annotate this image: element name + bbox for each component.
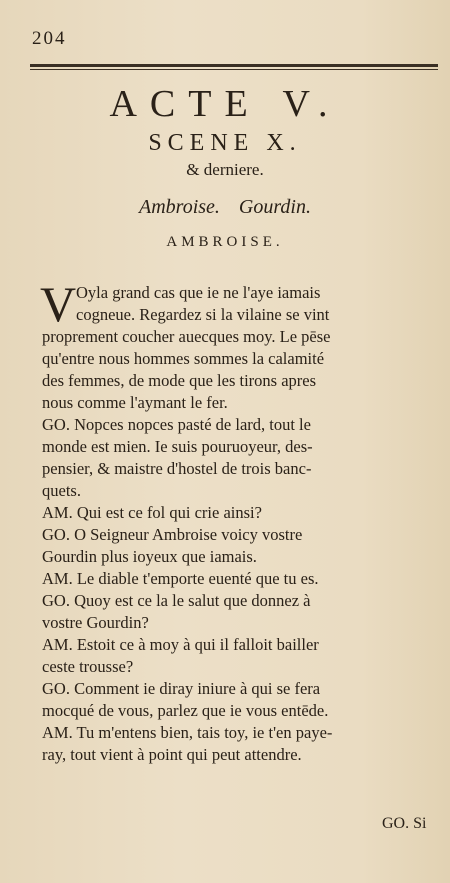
drop-cap: V: [40, 276, 77, 332]
text-line: AM. Tu m'entens bien, tais toy, ie t'en paye-: [42, 723, 333, 742]
dialogue-text: [40, 276, 435, 766]
text-line: AM. Estoit ce à moy à qui il falloit bailler: [42, 635, 319, 654]
text-line: GO. Nopces nopces pasté de lard, tout le: [42, 415, 311, 434]
header-rule-thin: [30, 69, 438, 70]
text-line: GO. Comment ie diray iniure à qui se fera: [42, 679, 321, 698]
text-line: pensier, & maistre d'hostel de trois banc-: [42, 459, 312, 478]
text-line: AM. Le diable t'emporte euenté que tu es.: [42, 569, 319, 588]
text-line: GO. Quoy est ce la le salut que donnez à: [42, 591, 311, 610]
text-line: quets.: [42, 481, 81, 500]
text-line: ceste trousse?: [42, 657, 134, 676]
text-line: proprement coucher auecques moy. Le pēse: [42, 327, 331, 346]
act-heading: ACTE V.: [109, 83, 341, 125]
scene-subtitle: & derniere.: [186, 160, 264, 179]
text-line: mocqué de vous, parlez que ie vous entēde.: [42, 701, 329, 720]
text-line: GO. O Seigneur Ambroise voicy vostre: [42, 525, 303, 544]
text-line: Gourdin plus ioyeux que iamais.: [42, 547, 257, 566]
text-line: des femmes, de mode que les tirons apres: [42, 371, 317, 390]
text-line: cogneue. Regardez si la vilaine se vint: [76, 305, 330, 324]
text-line: qu'entre nous hommes sommes la calamité: [42, 349, 325, 368]
text-line: nous comme l'aymant le fer.: [42, 393, 228, 412]
page-number: 204: [32, 28, 67, 49]
scene-heading: SCENE X.: [148, 130, 302, 156]
text-line: vostre Gourdin?: [42, 613, 149, 632]
catchword: GO. Si: [382, 815, 427, 832]
header-rule-thick: [30, 64, 438, 67]
character-list: Ambroise. Gourdin.: [139, 196, 311, 218]
text-line: ray, tout vient à point qui peut attendre.: [42, 745, 302, 764]
text-line: monde est mien. Ie suis pouruoyeur, des-: [42, 437, 313, 456]
speaker-heading: AMBROISE.: [166, 234, 284, 250]
text-line: AM. Qui est ce fol qui crie ainsi?: [42, 503, 262, 522]
text-line: Oyla grand cas que ie ne l'aye iamais: [76, 283, 321, 302]
